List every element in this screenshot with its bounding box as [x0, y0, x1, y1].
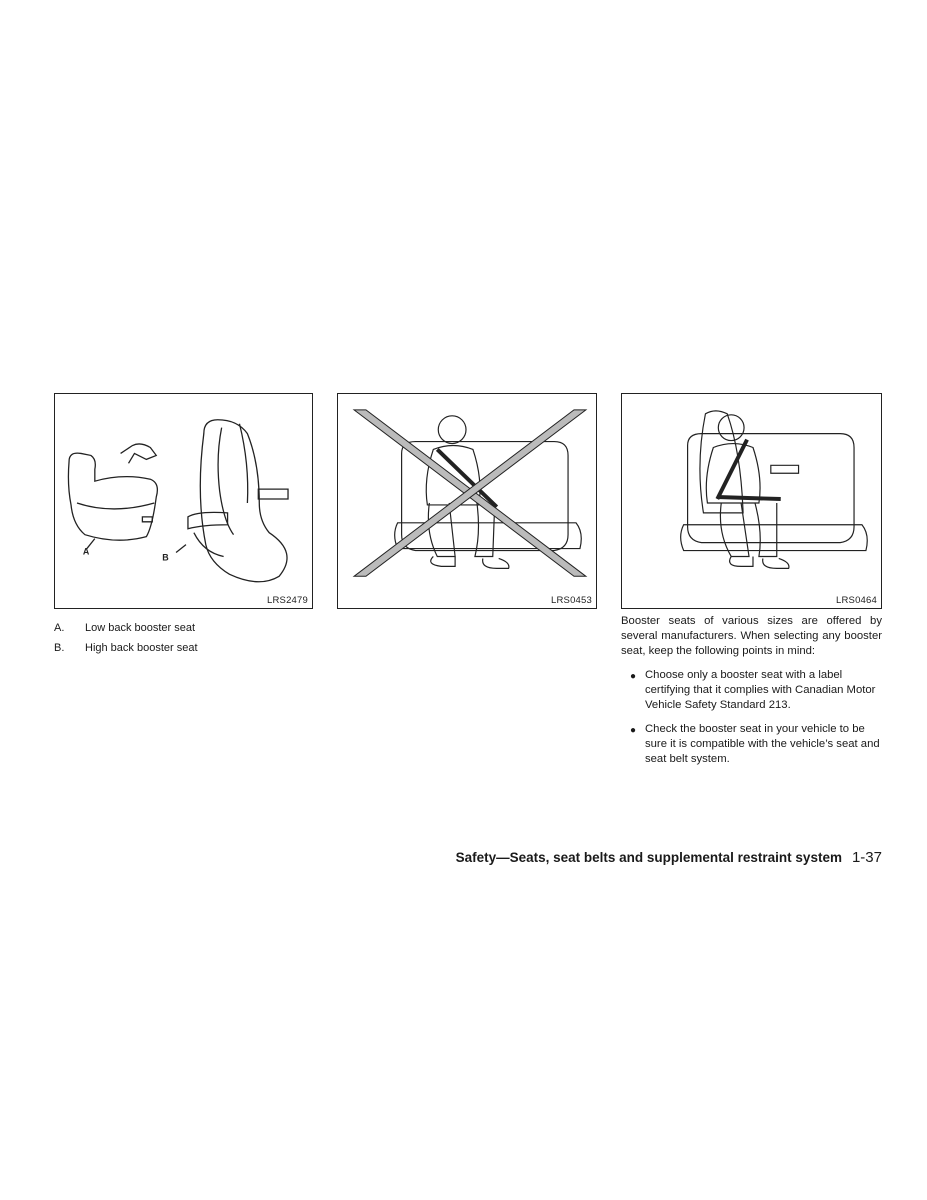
page-number: 1-37: [851, 849, 882, 866]
figure-code: LRS0453: [550, 595, 592, 606]
bullet-text: Choose only a booster seat with a label certifying that it complies with Canadian Motor Vehicle Safety Standard 213.: [645, 669, 876, 711]
section-title: Safety—Seats, seat belts and supplemental restraint system: [455, 850, 842, 865]
caption-text: Low back booster seat: [85, 622, 196, 634]
booster-seat-guidance: [621, 614, 882, 776]
caption-a: [54, 618, 314, 638]
figure-captions: [54, 618, 314, 658]
caption-letter: A.: [54, 622, 65, 634]
bullet-item: [621, 722, 882, 767]
intro-paragraph: Booster seats of various sizes are offered by several manufacturers. When selecting any booster seat, keep the following points in mind:: [621, 615, 882, 657]
booster-seats-illustration: [55, 394, 312, 608]
bullet-item: [621, 668, 882, 713]
figure-code: LRS0464: [835, 595, 877, 606]
bullet-text: Check the booster seat in your vehicle to be sure it is compatible with the vehicle’s seat and seat belt system.: [645, 723, 880, 765]
caption-b: [54, 638, 314, 658]
caption-text: High back booster seat: [85, 642, 198, 654]
figure-correct-belt-use: [621, 393, 882, 609]
incorrect-belt-illustration: [338, 394, 596, 608]
label-a: A: [82, 546, 90, 557]
label-b: B: [162, 552, 169, 563]
caption-letter: B.: [54, 642, 65, 654]
figure-booster-seats: [54, 393, 313, 609]
bullet-icon: ●: [629, 725, 637, 736]
figure-incorrect-belt-use: [337, 393, 597, 609]
correct-belt-illustration: [622, 394, 881, 608]
figure-code: LRS2479: [266, 595, 308, 606]
bullet-icon: ●: [629, 671, 637, 682]
page-footer: [456, 849, 882, 866]
